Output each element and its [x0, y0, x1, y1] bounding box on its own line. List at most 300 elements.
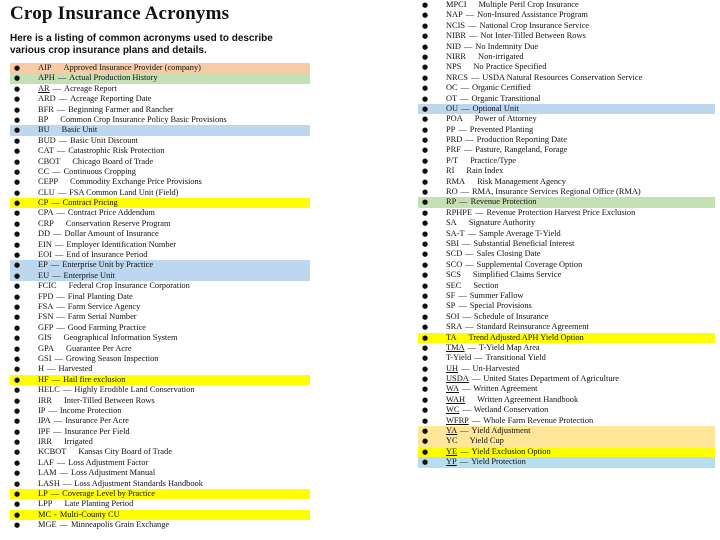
- bullet-icon: ●: [14, 302, 21, 311]
- definition: Federal Crop Insurance Corporation: [68, 281, 190, 291]
- list-item: [418, 52, 715, 62]
- list-item: [10, 240, 310, 250]
- separator: —: [47, 364, 56, 374]
- definition: Continuous Cropping: [63, 166, 136, 176]
- separator: —: [465, 135, 474, 145]
- separator: —: [62, 385, 72, 395]
- list-item: [10, 479, 310, 489]
- separator: —: [458, 290, 467, 300]
- bullet-icon: ●: [14, 136, 21, 145]
- bullet-icon: ●: [14, 323, 21, 332]
- list-item: [418, 249, 715, 259]
- acronym: PRD: [446, 135, 463, 145]
- acronym: SRA: [446, 322, 463, 332]
- definition: Loss Adjustment Standards Handbook: [74, 478, 203, 488]
- list-item: [10, 520, 310, 530]
- definition: Dollar Amount of Insurance: [64, 229, 159, 239]
- bullet-icon: ●: [422, 229, 429, 238]
- separator: —: [468, 20, 477, 30]
- separator: —: [56, 291, 65, 301]
- definition: RMA, Insurance Services Regional Office (RMA): [472, 187, 641, 197]
- acronym: NIRR: [446, 51, 467, 61]
- list-item: [10, 447, 310, 457]
- definition: Enterprise Unit: [63, 270, 115, 280]
- definition: Geographical Information System: [63, 333, 178, 343]
- separator: —: [465, 10, 475, 20]
- separator: —: [62, 478, 72, 488]
- definition: Written Agreement: [473, 384, 538, 394]
- bullet-icon: ●: [422, 312, 429, 321]
- separator: —: [460, 93, 469, 103]
- separator: —: [471, 415, 481, 425]
- acronym: CP: [38, 198, 49, 208]
- definition: Hail fire exclusion: [63, 374, 126, 384]
- acronym: EOI: [38, 250, 52, 260]
- separator: —: [462, 311, 471, 321]
- separator: —: [52, 166, 61, 176]
- bullet-icon: ●: [422, 156, 429, 165]
- definition: Revenue Protection Harvest Price Exclusion: [486, 207, 636, 217]
- bullet-icon: ●: [422, 73, 429, 82]
- list-item: [418, 457, 715, 467]
- acronym: YP: [446, 457, 457, 467]
- list-item: [10, 125, 310, 135]
- bullet-icon: ●: [422, 343, 429, 352]
- separator: —: [48, 405, 57, 415]
- list-item: [418, 353, 715, 363]
- list-item: [418, 343, 715, 353]
- acronym: CBOT: [38, 156, 61, 166]
- definition: Revenue Protection: [470, 197, 537, 207]
- list-item: [418, 42, 715, 52]
- list-item: [418, 83, 715, 93]
- bullet-icon: ●: [14, 219, 21, 228]
- definition: Yield Adjustment: [471, 426, 531, 436]
- definition: Yield Cup: [469, 436, 504, 446]
- bullet-icon: ●: [422, 167, 429, 176]
- bullet-icon: ●: [422, 239, 429, 248]
- acronym: RP: [446, 197, 457, 207]
- separator: —: [51, 198, 60, 208]
- bullet-icon: ●: [422, 447, 429, 456]
- acronym: SA-T: [446, 228, 465, 238]
- acronym: MC: [38, 509, 52, 519]
- bullet-icon: ●: [14, 469, 21, 478]
- definition: Signature Authority: [468, 218, 536, 228]
- bullet-icon: ●: [422, 198, 429, 207]
- definition: Income Protection: [59, 405, 122, 415]
- acronym: YA: [446, 426, 458, 436]
- acronym: EP: [38, 260, 48, 270]
- list-item: [418, 405, 715, 415]
- acronym: SCO: [446, 259, 463, 269]
- definition: Catastrophic Risk Protection: [68, 146, 165, 156]
- list-item: [418, 436, 715, 446]
- separator: —: [50, 260, 60, 270]
- separator: —: [56, 312, 65, 322]
- list-item: [10, 364, 310, 374]
- separator: —: [465, 249, 474, 259]
- bullet-icon: ●: [422, 250, 429, 259]
- right-column: [418, 0, 715, 468]
- list-item: [10, 312, 310, 322]
- acronym: FSN: [38, 312, 54, 322]
- definition: Non-Insured Assistance Program: [477, 10, 588, 20]
- bullet-icon: ●: [14, 209, 21, 218]
- bullet-icon: ●: [14, 157, 21, 166]
- acronym: CPA: [38, 208, 54, 218]
- list-item: [10, 208, 310, 218]
- list-item: [418, 31, 715, 41]
- list-item: [10, 94, 310, 104]
- acronym: GFP: [38, 322, 54, 332]
- bullet-icon: ●: [422, 271, 429, 280]
- bullet-icon: ●: [14, 448, 21, 457]
- bullet-icon: ●: [422, 177, 429, 186]
- acronym: LPP: [38, 499, 53, 509]
- acronym: IPF: [38, 426, 51, 436]
- definition: Acreage Reporting Date: [70, 94, 152, 104]
- acronym: SA: [446, 218, 457, 228]
- definition: Multiple Peril Crop Insurance: [478, 0, 579, 9]
- definition: Good Farming Practice: [67, 322, 146, 332]
- separator: —: [57, 73, 67, 83]
- definition: Commodity Exchange Price Provisions: [70, 177, 202, 187]
- acronym: KCBOT: [38, 447, 67, 457]
- list-item: [418, 21, 715, 31]
- separator: —: [58, 135, 68, 145]
- list-item: [10, 323, 310, 333]
- acronym: WAH: [446, 394, 466, 404]
- definition: Inter-Tilled Between Rows: [63, 395, 155, 405]
- acronym: FPD: [38, 291, 54, 301]
- separator: —: [58, 94, 68, 104]
- list-item: [418, 229, 715, 239]
- acronym: NCIS: [446, 20, 466, 30]
- definition: Actual Production History: [69, 73, 158, 83]
- definition: Employer Identification Number: [66, 239, 177, 249]
- acronym: SF: [446, 290, 456, 300]
- list-item: [418, 374, 715, 384]
- acronym: MGE: [38, 520, 57, 530]
- bullet-icon: ●: [14, 64, 21, 72]
- list-item: [418, 333, 715, 343]
- bullet-icon: ●: [14, 230, 21, 239]
- acronym: BFR: [38, 104, 54, 114]
- bullet-icon: ●: [14, 105, 21, 114]
- bullet-icon: ●: [422, 375, 429, 384]
- list-item: [10, 499, 310, 509]
- acronym: HELC: [38, 385, 60, 395]
- bullet-icon: ●: [422, 208, 429, 217]
- acronym: APH: [38, 73, 55, 83]
- separator: —: [463, 41, 473, 51]
- separator: —: [56, 301, 65, 311]
- list-item: [418, 156, 715, 166]
- definition: Farm Service Agency: [67, 301, 141, 311]
- definition: Kansas City Board of Trade: [78, 447, 172, 457]
- bullet-icon: ●: [14, 188, 21, 197]
- definition: Standard Reinsurance Agreement: [476, 322, 589, 332]
- separator: —: [475, 207, 484, 217]
- acronym: USDA: [446, 374, 469, 384]
- definition: Late Planting Period: [64, 499, 134, 509]
- separator: —: [52, 83, 62, 93]
- definition: Sample Average T-Yield: [479, 228, 561, 238]
- separator: -: [54, 509, 57, 519]
- list-item: [10, 146, 310, 156]
- definition: Organic Certified: [472, 83, 531, 93]
- separator: —: [470, 72, 480, 82]
- bullet-icon: ●: [14, 147, 21, 156]
- bullet-icon: ●: [422, 291, 429, 300]
- list-item: [10, 437, 310, 447]
- definition: Whole Farm Revenue Protection: [483, 415, 594, 425]
- list-item: [10, 188, 310, 198]
- acronym: CAT: [38, 146, 54, 156]
- separator: —: [465, 259, 474, 269]
- list-item: [10, 250, 310, 260]
- definition: Acreage Report: [64, 83, 117, 93]
- bullet-icon: ●: [14, 334, 21, 343]
- acronym: MPCI: [446, 0, 467, 9]
- bullet-icon: ●: [422, 21, 429, 30]
- list-item: [10, 271, 310, 281]
- list-item: [418, 125, 715, 135]
- list-item: [10, 416, 310, 426]
- definition: Insurance Per Field: [64, 426, 130, 436]
- definition: Un-Harvested: [472, 363, 520, 373]
- bullet-icon: ●: [422, 416, 429, 425]
- bullet-icon: ●: [14, 490, 21, 499]
- list-item: [10, 427, 310, 437]
- acronym: TA: [446, 332, 457, 342]
- acronym: LP: [38, 489, 48, 499]
- separator: —: [54, 239, 64, 249]
- bullet-icon: ●: [14, 282, 21, 291]
- separator: —: [461, 363, 470, 373]
- list-item: [418, 62, 715, 72]
- acronym: RI: [446, 166, 455, 176]
- bullet-icon: ●: [422, 302, 429, 311]
- acronym: LAF: [38, 457, 54, 467]
- list-item: [418, 384, 715, 394]
- bullet-icon: ●: [422, 333, 429, 342]
- bullet-icon: ●: [422, 364, 429, 373]
- acronym: NIBR: [446, 31, 467, 41]
- acronym: TMA: [446, 342, 465, 352]
- list-item: [418, 73, 715, 83]
- list-item: [10, 458, 310, 468]
- bullet-icon: ●: [422, 11, 429, 20]
- bullet-icon: ●: [14, 251, 21, 260]
- definition: Rain Index: [466, 166, 504, 176]
- acronym: GPA: [38, 343, 54, 353]
- list-item: [418, 239, 715, 249]
- list-item: [418, 94, 715, 104]
- list-item: [418, 218, 715, 228]
- bullet-icon: ●: [14, 126, 21, 135]
- definition: Final Planting Date: [67, 291, 133, 301]
- bullet-icon: ●: [422, 104, 429, 113]
- acronym: SEC: [446, 280, 462, 290]
- acronym: T-Yield: [446, 353, 472, 363]
- separator: —: [56, 322, 65, 332]
- definition: Section: [473, 280, 499, 290]
- bullet-icon: ●: [14, 115, 21, 124]
- acronym: AIP: [38, 63, 52, 72]
- acronym: IRR: [38, 437, 52, 447]
- definition: Contract Price Addendum: [67, 208, 155, 218]
- separator: —: [56, 104, 66, 114]
- bullet-icon: ●: [14, 240, 21, 249]
- definition: Loss Adjustment Manual: [71, 468, 156, 478]
- acronym: IP: [38, 405, 46, 415]
- separator: —: [469, 31, 478, 41]
- definition: Not Inter-Tilled Between Rows: [480, 31, 586, 41]
- acronym: EU: [38, 270, 50, 280]
- list-item: [418, 301, 715, 311]
- definition: Schedule of Insurance: [473, 311, 549, 321]
- bullet-icon: ●: [422, 323, 429, 332]
- acronym: NAP: [446, 10, 463, 20]
- separator: —: [459, 457, 469, 467]
- bullet-icon: ●: [422, 437, 429, 446]
- definition: Insurance Per Acre: [65, 416, 129, 426]
- list-item: [10, 281, 310, 291]
- acronym: BU: [38, 125, 50, 135]
- acronym: SOI: [446, 311, 460, 321]
- acronym: WFRP: [446, 415, 469, 425]
- definition: USDA Natural Resources Conservation Service: [482, 72, 643, 82]
- definition: Practice/Type: [470, 155, 517, 165]
- bullet-icon: ●: [422, 354, 429, 363]
- bullet-icon: ●: [14, 74, 21, 83]
- definition: Irrigated: [63, 437, 93, 447]
- acronym: EIN: [38, 239, 52, 249]
- bullet-icon: ●: [422, 188, 429, 197]
- list-item: [10, 105, 310, 115]
- bullet-icon: ●: [422, 115, 429, 124]
- acronym: FSA: [38, 301, 54, 311]
- definition: Highly Erodible Land Conservation: [74, 385, 195, 395]
- list-item: [10, 177, 310, 187]
- definition: End of Insurance Period: [66, 250, 148, 260]
- separator: —: [53, 426, 62, 436]
- acronym: BP: [38, 114, 49, 124]
- definition: FSA Common Land Unit (Field): [69, 187, 179, 197]
- separator: —: [467, 228, 476, 238]
- bullet-icon: ●: [14, 354, 21, 363]
- list-item: [10, 385, 310, 395]
- acronym-list-right: [418, 0, 715, 468]
- list-item: [418, 270, 715, 280]
- bullet-icon: ●: [422, 395, 429, 404]
- bullet-icon: ●: [14, 313, 21, 322]
- list-item: [418, 197, 715, 207]
- definition: Contract Pricing: [62, 198, 118, 208]
- list-item: [418, 281, 715, 291]
- list-item: [10, 292, 310, 302]
- acronym: IRR: [38, 395, 52, 405]
- acronym: WC: [446, 405, 460, 415]
- separator: —: [59, 468, 68, 478]
- bullet-icon: ●: [14, 458, 21, 467]
- acronym: YC: [446, 436, 458, 446]
- bullet-icon: ●: [422, 63, 429, 72]
- separator: —: [460, 426, 469, 436]
- acronym: CC: [38, 166, 50, 176]
- definition: Yield Exclusion Option: [471, 446, 551, 456]
- acronym: BUD: [38, 135, 56, 145]
- list-item: [418, 10, 715, 20]
- definition: Risk Management Agency: [477, 176, 566, 186]
- separator: —: [460, 446, 469, 456]
- definition: United States Department of Agriculture: [483, 374, 620, 384]
- definition: Multi-County CU: [59, 509, 120, 519]
- bullet-icon: ●: [14, 386, 21, 395]
- bullet-icon: ●: [422, 84, 429, 93]
- definition: Guarantee Per Acre: [65, 343, 132, 353]
- separator: —: [56, 457, 66, 467]
- bullet-icon: ●: [422, 1, 429, 9]
- definition: Pasture, Rangeland, Forage: [475, 145, 568, 155]
- list-item: [418, 104, 715, 114]
- separator: —: [52, 270, 61, 280]
- bullet-icon: ●: [14, 261, 21, 270]
- acronym: NID: [446, 41, 461, 51]
- acronym: AR: [38, 83, 50, 93]
- separator: —: [462, 405, 471, 415]
- bullet-icon: ●: [14, 406, 21, 415]
- separator: —: [463, 145, 473, 155]
- separator: —: [462, 238, 471, 248]
- separator: —: [459, 197, 468, 207]
- acronym: SBI: [446, 238, 460, 248]
- list-item: [418, 166, 715, 176]
- bullet-icon: ●: [14, 271, 21, 280]
- list-item: [10, 136, 310, 146]
- acronym: DD: [38, 229, 51, 239]
- definition: Beginning Farmer and Rancher: [68, 104, 174, 114]
- definition: Basic Unit Discount: [70, 135, 138, 145]
- bullet-icon: ●: [14, 375, 21, 384]
- list-item: [418, 291, 715, 301]
- bullet-icon: ●: [14, 365, 21, 374]
- acronym: CEPP: [38, 177, 59, 187]
- list-item: [10, 396, 310, 406]
- list-item: [10, 63, 310, 73]
- bullet-icon: ●: [422, 427, 429, 436]
- definition: Chicago Board of Trade: [72, 156, 154, 166]
- separator: —: [54, 353, 63, 363]
- bullet-icon: ●: [14, 427, 21, 436]
- list-item: [10, 219, 310, 229]
- separator: —: [471, 374, 481, 384]
- bullet-icon: ●: [422, 260, 429, 269]
- bullet-icon: ●: [422, 136, 429, 145]
- separator: —: [474, 353, 483, 363]
- definition: Enterprise Unit by Practice: [62, 260, 154, 270]
- acronym: SCS: [446, 270, 461, 280]
- bullet-icon: ●: [14, 500, 21, 509]
- list-item: [10, 375, 310, 385]
- bullet-icon: ●: [14, 95, 21, 104]
- page-title: Crop Insurance Acronyms: [10, 3, 230, 24]
- list-item: [418, 312, 715, 322]
- definition: Basic Unit: [61, 125, 98, 135]
- separator: —: [460, 187, 470, 197]
